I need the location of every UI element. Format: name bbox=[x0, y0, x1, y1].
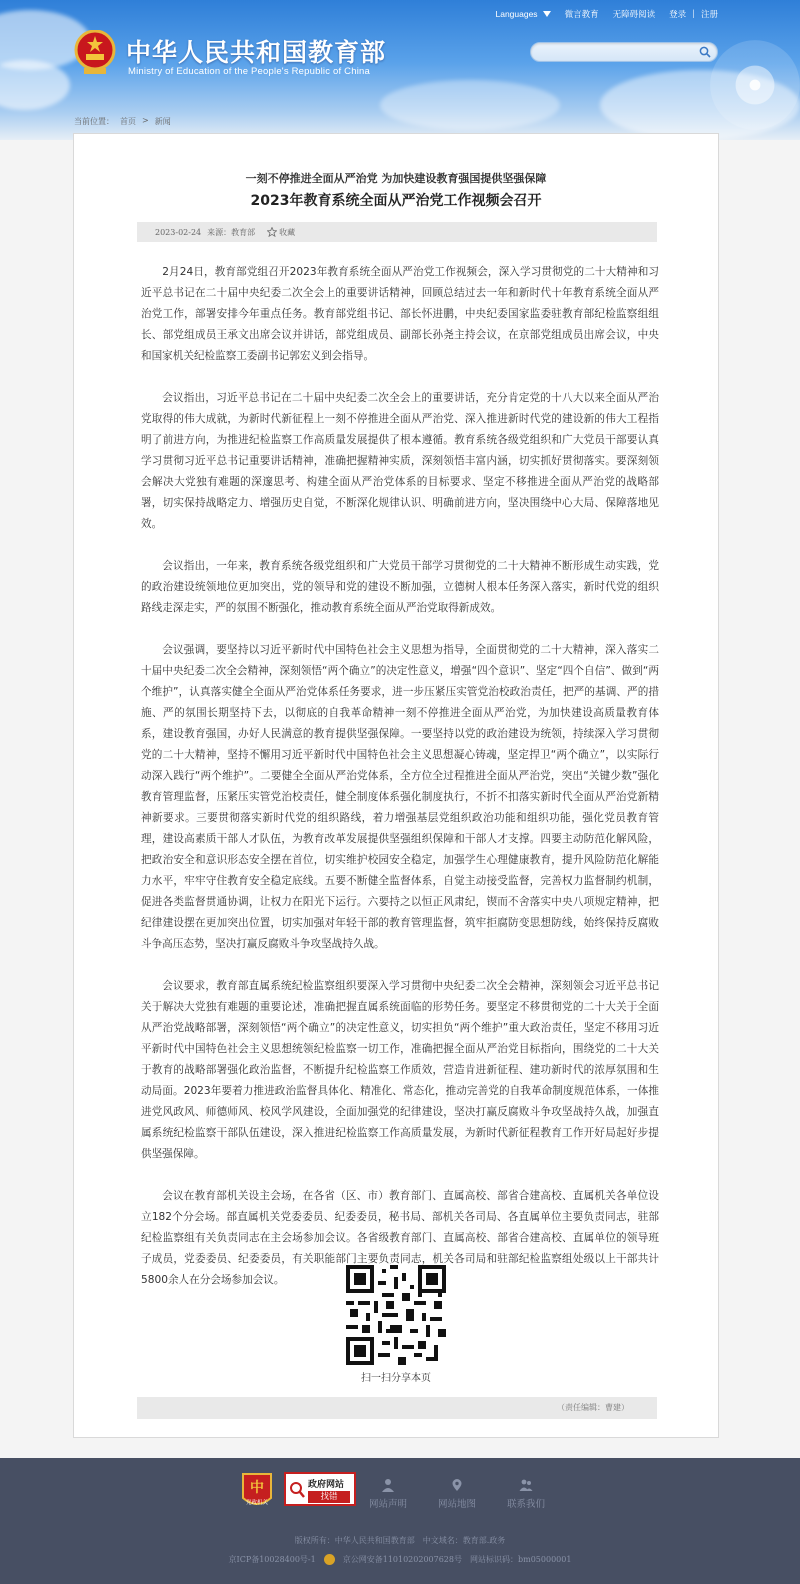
article-kicker: 一刻不停推进全面从严治党 为加快建设教育强国提供坚强保障 bbox=[245, 172, 547, 185]
site-title[interactable]: 中华人民共和国教育部 bbox=[126, 38, 387, 67]
qr-code-icon bbox=[346, 1265, 446, 1365]
article-paragraph: 会议在教育部机关设主会场，在各省（区、市）教育部门、直属高校、部省合建高校、直属机关各单位设立182个分会场。部直属机关党委委员、纪委委员，秘书局、部机关各司局、各直属单位主要负责同志，驻部纪检监察组有关负责同志在主会场参加会议。各省级教育部门、直属高校、部省合建高校、直属单位的领导班子成员，党委委员、纪委委员，有关职能部门主要负责同志，机关各司局和驻部纪检监察组处级以上干部共计5800余人在分会场参加会议。 bbox=[141, 1190, 659, 1286]
article-source: 来源：教育部 bbox=[207, 227, 256, 237]
find-error-label: 找错 bbox=[308, 1491, 350, 1503]
search-icon[interactable] bbox=[699, 46, 711, 58]
contacts-icon bbox=[519, 1478, 533, 1492]
footer-link-sitemap[interactable] bbox=[427, 1478, 487, 1510]
breadcrumb-arrow: > bbox=[142, 116, 149, 125]
favorite-label: 收藏 bbox=[279, 227, 296, 237]
icp-link[interactable]: 京ICP备10028400号-1 bbox=[228, 1555, 316, 1564]
breadcrumb-prefix: 当前位置： bbox=[74, 117, 114, 126]
svg-text:中: 中 bbox=[250, 1480, 264, 1496]
party-badge-label: 党政机关 bbox=[245, 1500, 269, 1506]
dandelion-decoration bbox=[710, 40, 800, 130]
magnifier-icon bbox=[289, 1480, 305, 1500]
article-meta bbox=[137, 222, 657, 242]
article-paragraph: 2月24日，教育部党组召开2023年教育系统全面从严治党工作视频会，深入学习贯彻党的二十大精神和习近平总书记在二十届中央纪委二次全会上的重要讲话精神，回顾总结过去一年和新时代十年教育系统全面从严治党工作，部署安排今年重点任务。教育部党组书记、部长怀进鹏，中央纪委国家监委驻教育部纪检监察组组长、部党组成员王承文出席会议并讲话，部党组成员、副部长孙尧主持会议，在京部党组成员出席会议，中央和国家机关纪检监察工委副书记郭宏义到会指导。 bbox=[141, 266, 659, 362]
article-card bbox=[73, 133, 719, 1438]
footer-link-label: 网站声明 bbox=[368, 1499, 407, 1510]
favorite-button[interactable] bbox=[267, 227, 295, 238]
article-title: 2023年教育系统全面从严治党工作视频会召开 bbox=[250, 193, 542, 209]
footer-link-statement[interactable] bbox=[358, 1478, 418, 1510]
chevron-down-icon bbox=[543, 11, 551, 17]
nav-separator: | bbox=[692, 9, 695, 19]
languages-menu[interactable] bbox=[495, 9, 550, 19]
top-nav bbox=[481, 8, 718, 20]
site-id-text: 网站标识码：bm05000001 bbox=[470, 1555, 572, 1564]
accessibility-link[interactable]: 无障碍阅读 bbox=[612, 10, 656, 20]
breadcrumb-home[interactable]: 首页 bbox=[120, 117, 136, 126]
article-date: 2023-02-24 bbox=[155, 227, 202, 237]
article-paragraph: 会议要求，教育部直属系统纪检监察组织要深入学习贯彻中央纪委二次全会精神，深刻领会习近平总书记关于解决大党独有难题的重要论述，准确把握直属系统面临的形势任务。要坚定不移贯彻党的二十大关于全面从严治党战略部署，深刻领悟“两个确立”的决定性意义，切实担负“两个维护”重大政治责任，坚定不移用习近平新时代中国特色社会主义思想统领纪检监察一切工作，准确把握全面从严治党目标指向，围绕党的二十大关于教育的战略部署强化政治监督，不断提升纪检监察工作质效，营造肯进新征程、建功新时代的浓厚氛围和生动局面。2023年要着力推进政治监督具体化、精准化、常态化，推动完善党的自我革命制度规范体系，一体推进党风政风、师德师风、校风学风建设，全面加强党的纪律建设，坚决打赢反腐败斗争攻坚战持久战，加强直属系统纪检监察干部队伍建设，深入推进纪检监察工作高质量发展，为新时代新征程教育工作开好局起好步提供坚强保障。 bbox=[141, 980, 659, 1160]
editor-credit: （责任编辑：曹建） bbox=[137, 1397, 657, 1419]
police-record-link[interactable]: 京公网安备11010202007628号 bbox=[342, 1555, 462, 1564]
cloud-decoration bbox=[380, 80, 560, 130]
article-paragraph: 会议指出，一年来，教育系统各级党组织和广大党员干部学习贯彻党的二十大精神不断形成生动实践，党的政治建设统领地位更加突出，党的领导和党的建设不断加强，立德树人根本任务深入落实，新时代党的组织路线走深走实，严的氛围不断强化，推动教育系统全面从严治党取得新成效。 bbox=[141, 560, 659, 614]
star-icon bbox=[267, 227, 277, 237]
weibo-link[interactable]: 微言教育 bbox=[564, 10, 599, 20]
site-subtitle: Ministry of Education of the People's Republic of China bbox=[128, 66, 370, 77]
languages-label: Languages bbox=[495, 9, 538, 19]
footer-link-label: 联系我们 bbox=[506, 1499, 545, 1510]
gov-site-error-badge[interactable] bbox=[284, 1472, 356, 1506]
article-paragraph: 会议强调，要坚持以习近平新时代中国特色社会主义思想为指导，全面贯彻党的二十大精神，深入落实二十届中央纪委二次全会精神，深刻领悟“两个确立”的决定性意义，增强“四个意识”、坚定“四个自信”、做到“两个维护”，认真落实健全全面从严治党体系任务要求，进一步压紧压实管党治校政治责任，把严的基调、严的措施、严的氛围长期坚持下去，以彻底的自我革命精神一刻不停推进全面从严治党，为加快建设高质量教育体系，建设教育强国，办好人民满意的教育提供坚强保障。一要坚持以党的政治建设为统领，持续深入学习贯彻党的二十大精神，坚持不懈用习近平新时代中国特色社会主义思想凝心铸魂，坚定捍卫“两个确立”，以实际行动深入践行“两个维护”。二要健全全面从严治党体系，全方位全过程推进全面从严治党，突出“关键少数”强化教育管理监督，压紧压实管党治校责任，健全制度体系强化制度执行，不折不扣落实新时代全面从严治党新精神新要求。三要贯彻落实新时代党的组织路线，着力增强基层党组织政治功能和组织功能，强化党员教育管理，建设高素质干部人才队伍，为教育改革发展提供坚强组织保障和干部人才支撑。四要主动防范化解风险，把政治安全和意识形态安全摆在首位，切实维护校园安全稳定，加强学生心理健康教育，提升风险防范化解能力水平，牢牢守住教育安全稳定底线。五要不断健全监督体系，自觉主动接受监督，完善权力监督制约机制，促进各类监督贯通协调，让权力在阳光下运行。六要持之以恒正风肃纪，锲而不舍落实中央八项规定精神，把纪律建设摆在更加突出位置，切实加强对年轻干部的教育管理监督，筑牢拒腐防变思想防线，始终保持反腐败斗争高压态势，坚决打赢反腐败斗争攻坚战持久战。 bbox=[141, 644, 659, 950]
national-emblem-icon bbox=[74, 30, 116, 76]
person-icon bbox=[381, 1478, 395, 1492]
breadcrumb-current[interactable]: 新闻 bbox=[154, 117, 171, 126]
login-link[interactable]: 登录 bbox=[669, 10, 687, 20]
party-government-badge-icon[interactable] bbox=[239, 1470, 275, 1510]
footer-registration bbox=[0, 1554, 800, 1565]
article-body bbox=[141, 262, 659, 1312]
footer-link-contact[interactable] bbox=[496, 1478, 556, 1510]
qr-share-label: 扫一扫分享本页 bbox=[361, 1373, 431, 1384]
article-paragraph: 会议指出，习近平总书记在二十届中央纪委二次全会上的重要讲话，充分肯定党的十八大以来全面从严治党取得的伟大成就，为新时代新征程上一刻不停推进全面从严治党、深入推进新时代党的建设新的伟大工程指明了前进方向，为推进纪检监察工作高质量发展提供了根本遵循。教育系统各级党组织和广大党员干部要认真学习贯彻习近平总书记重要讲话精神，准确把握精神实质，深刻领悟丰富内涵，切实抓好贯彻落实。要深刻领会解决大党独有难题的深邃思考、构建全面从严治党体系的目标要求、坚定不移推进全面从严治党的战略部署，切实保持战略定力、增强历史自觉，不断深化规律认识、明确前进方向，坚决围绕中心大局、保障落地见效。 bbox=[141, 392, 659, 530]
breadcrumb bbox=[74, 116, 171, 127]
search-input[interactable] bbox=[530, 42, 718, 62]
site-footer bbox=[0, 1458, 800, 1584]
cloud-decoration bbox=[0, 60, 70, 110]
gov-site-label: 政府网站 bbox=[308, 1480, 345, 1490]
police-badge-icon bbox=[324, 1554, 335, 1565]
copyright-text: 版权所有：中华人民共和国教育部 中文域名：教育部.政务 bbox=[294, 1536, 506, 1545]
register-link[interactable]: 注册 bbox=[700, 10, 718, 20]
location-pin-icon bbox=[450, 1478, 464, 1492]
footer-link-label: 网站地图 bbox=[437, 1499, 476, 1510]
